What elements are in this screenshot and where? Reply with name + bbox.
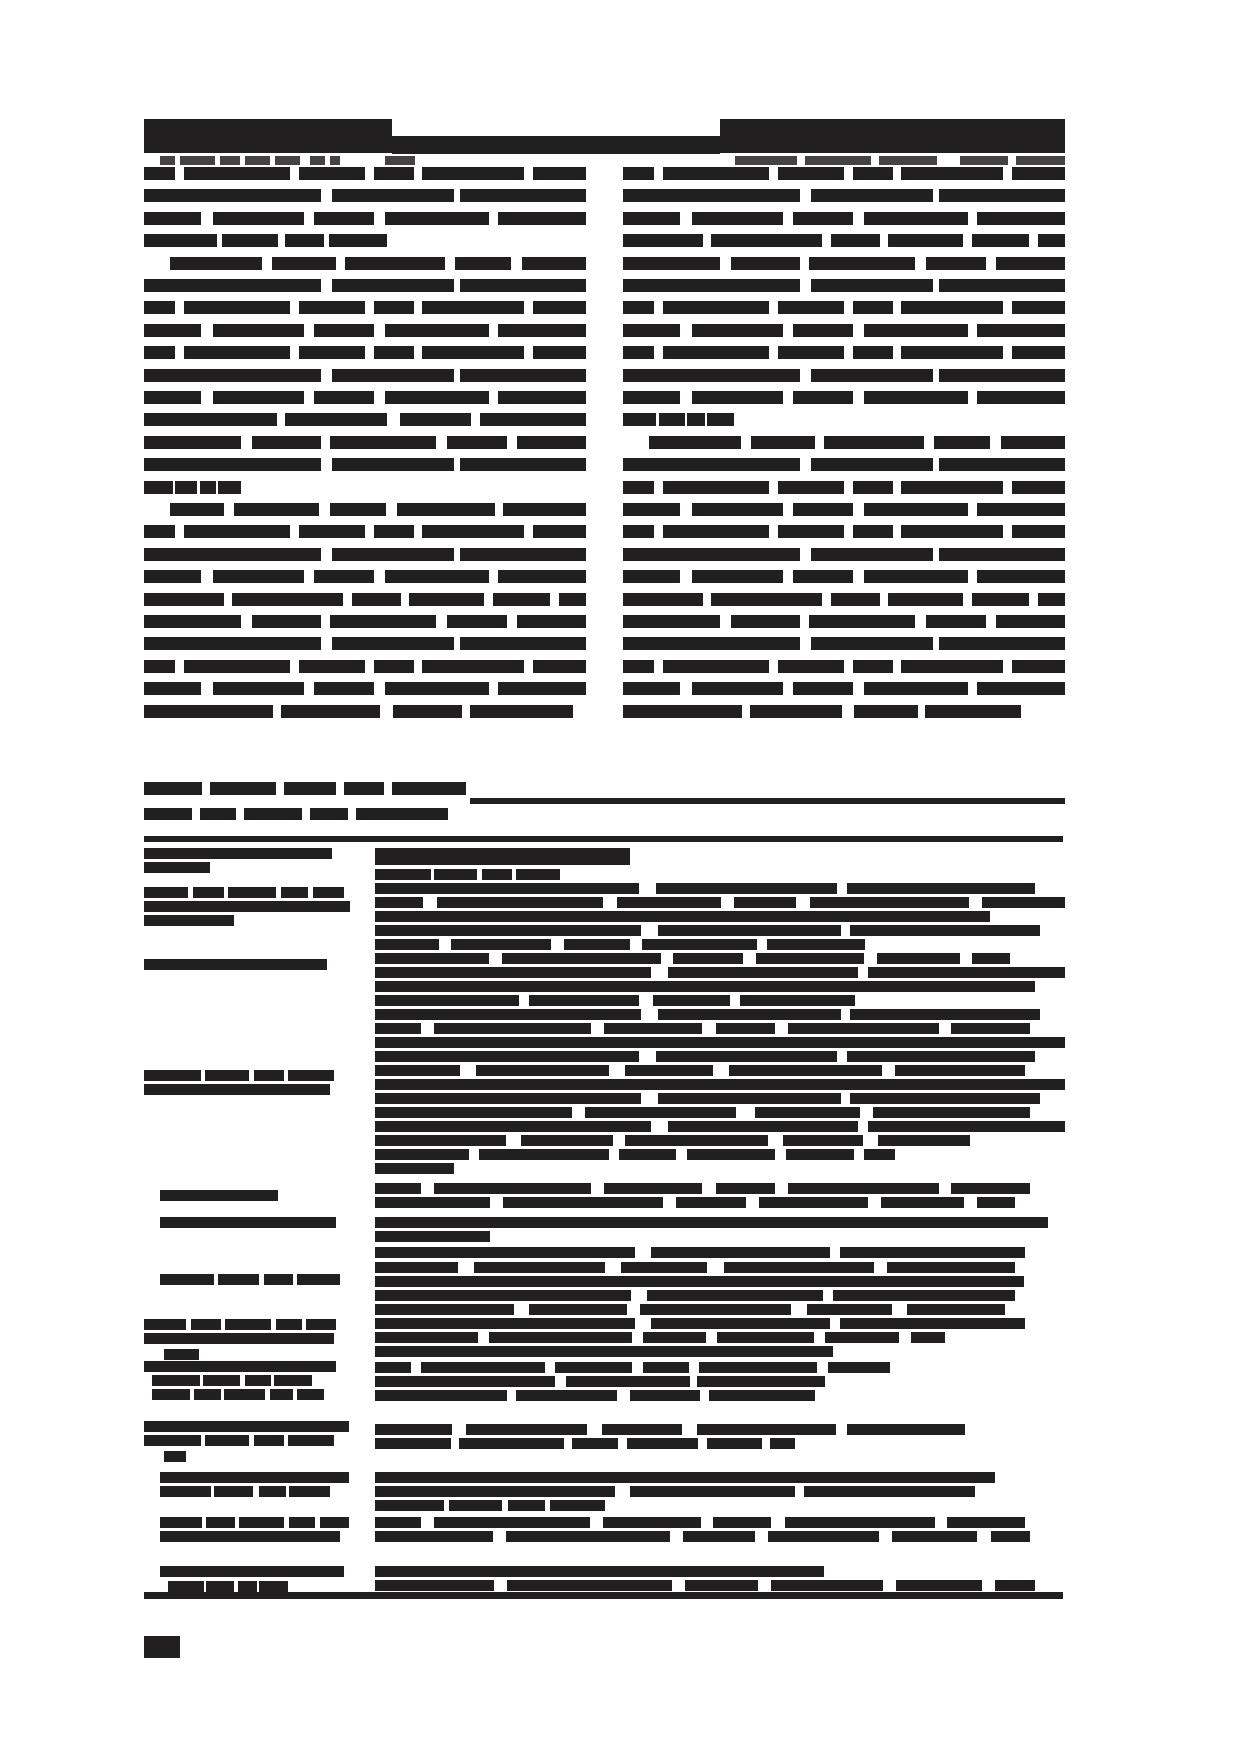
page-number-block <box>144 1636 180 1658</box>
